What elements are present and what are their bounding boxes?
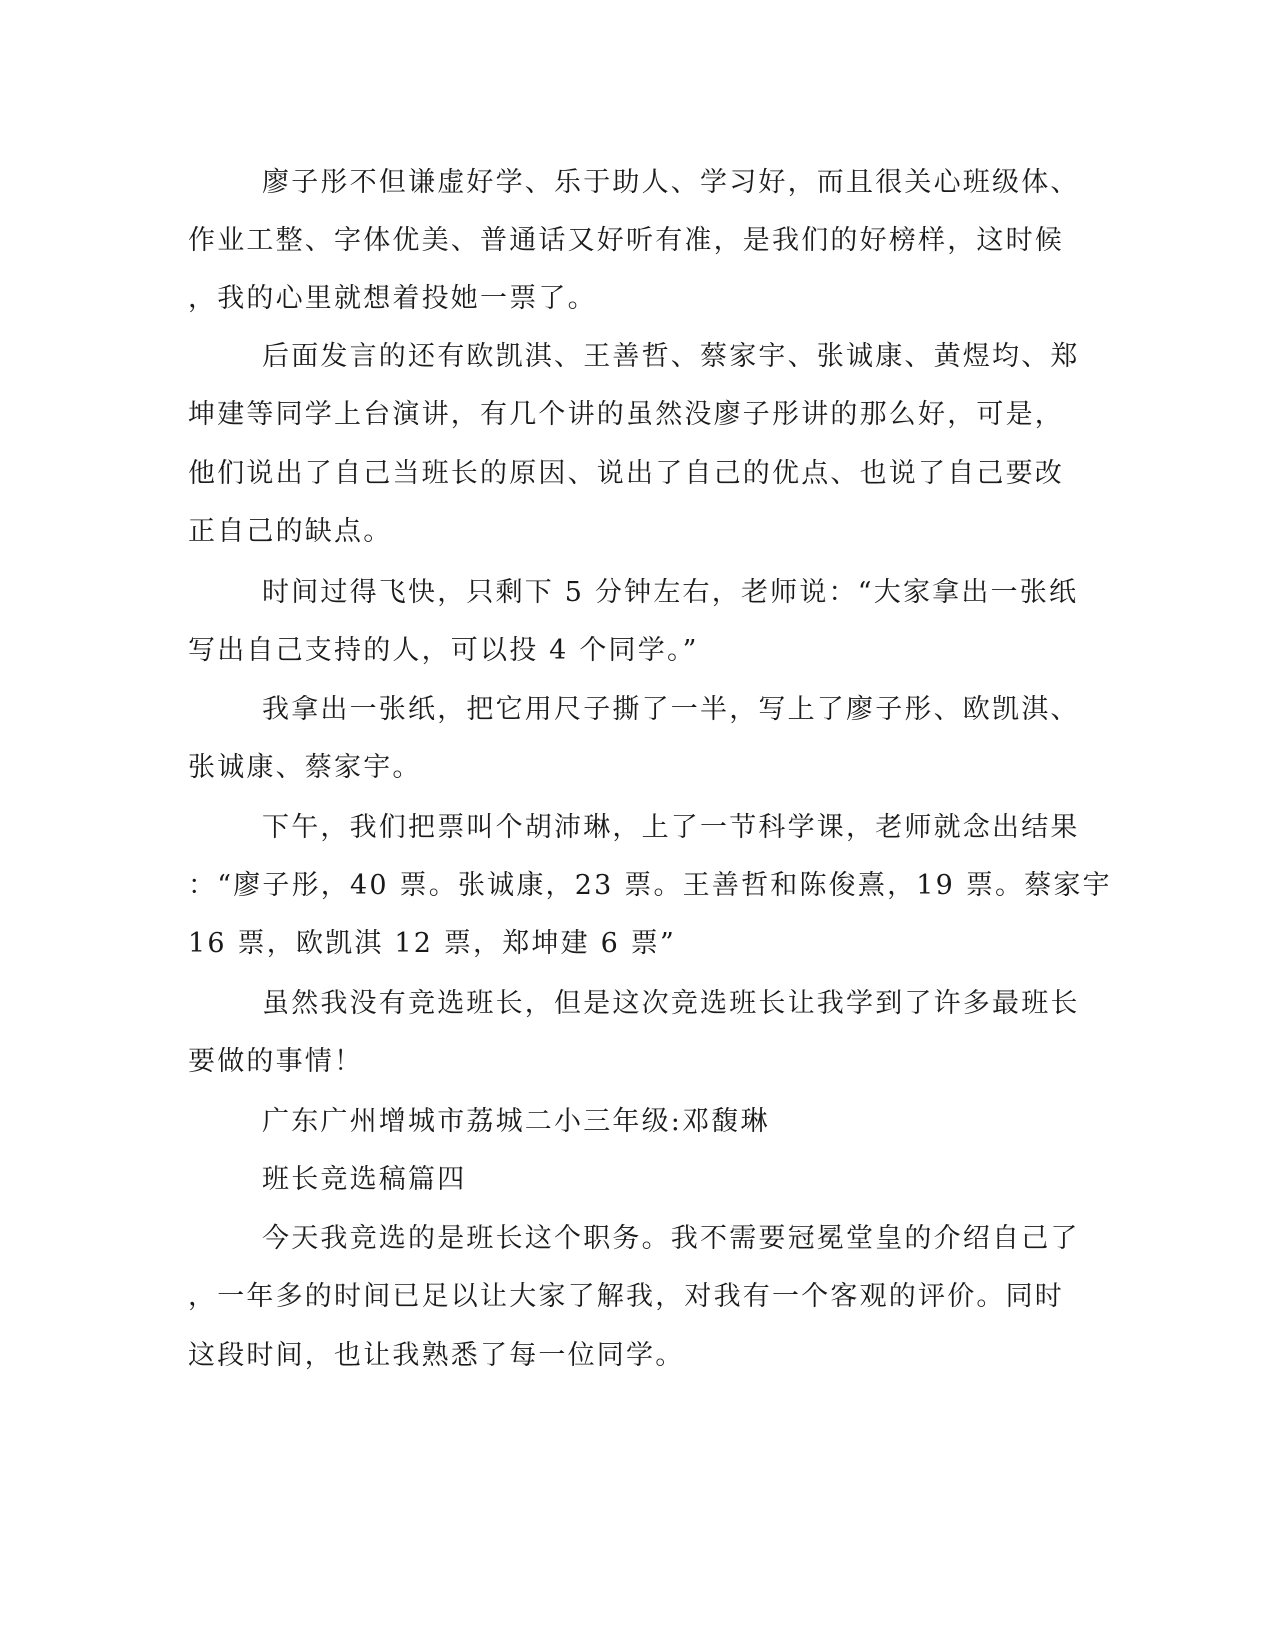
text-line: 正自己的缺点。 — [188, 516, 393, 547]
text-line: 16 票，欧凯淇 12 票，郑坤建 6 票” — [188, 928, 677, 959]
author-line: 广东广州增城市荔城二小三年级:邓馥琳 — [262, 1106, 770, 1137]
text-line: 坤建等同学上台演讲，有几个讲的虽然没廖子彤讲的那么好，可是， — [188, 399, 1064, 430]
text-line: ，我的心里就想着投她一票了。 — [188, 283, 597, 314]
section-title: 班长竞选稿篇四 — [262, 1164, 467, 1195]
text-line: ，一年多的时间已足以让大家了解我，对我有一个客观的评价。同时 — [188, 1281, 1064, 1312]
text-line: 虽然我没有竞选班长，但是这次竞选班长让我学到了许多最班长 — [262, 988, 1080, 1019]
text-line: 张诚康、蔡家宇。 — [188, 752, 422, 783]
text-line: 今天我竞选的是班长这个职务。我不需要冠冕堂皇的介绍自己了 — [262, 1223, 1080, 1254]
text-line: 作业工整、字体优美、普通话又好听有准，是我们的好榜样，这时候 — [188, 225, 1064, 256]
text-line: 下午，我们把票叫个胡沛琳，上了一节科学课，老师就念出结果 — [262, 812, 1080, 843]
text-line: 我拿出一张纸，把它用尺子撕了一半，写上了廖子彤、欧凯淇、 — [262, 694, 1080, 725]
text-line: 他们说出了自己当班长的原因、说出了自己的优点、也说了自己要改 — [188, 458, 1064, 489]
text-line: 时间过得飞快，只剩下 5 分钟左右，老师说：“大家拿出一张纸 — [262, 577, 1079, 608]
text-line: 要做的事情！ — [188, 1046, 364, 1077]
text-line: 廖子彤不但谦虚好学、乐于助人、学习好，而且很关心班级体、 — [262, 167, 1080, 198]
text-line: ：“廖子彤，40 票。张诚康，23 票。王善哲和陈俊熹，19 票。蔡家宇 — [188, 870, 1112, 901]
text-line: 这段时间，也让我熟悉了每一位同学。 — [188, 1340, 685, 1371]
text-line: 写出自己支持的人，可以投 4 个同学。” — [188, 635, 699, 666]
text-line: 后面发言的还有欧凯淇、王善哲、蔡家宇、张诚康、黄煜均、郑 — [262, 341, 1080, 372]
